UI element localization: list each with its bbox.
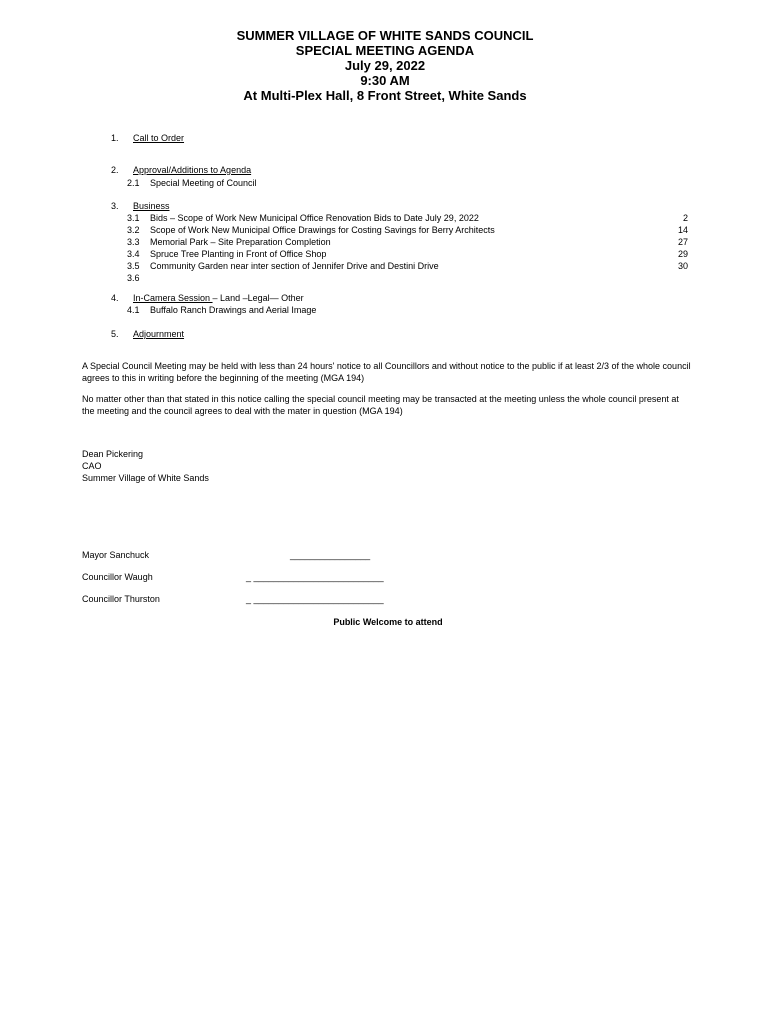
header-date: July 29, 2022: [344, 58, 426, 73]
subitem-number: 3.1: [127, 213, 140, 223]
subitem-number: 3.5: [127, 261, 140, 271]
item-approval: Approval/Additions to Agenda: [133, 165, 252, 175]
subitem-number: 4.1: [127, 305, 140, 315]
item-number: 1.: [111, 133, 119, 143]
signature-name: Mayor Sanchuck: [82, 550, 150, 560]
subitem-number: 3.2: [127, 225, 140, 235]
notice-paragraph-2: No matter other than that stated in this notice calling the special council meeting may be transacted at the meeting unless the whole council present at the meeting and the council agrees to deal with the mater in question (MGA 194): [82, 394, 679, 416]
item-business: Business: [133, 201, 170, 211]
public-welcome: Public Welcome to attend: [333, 617, 443, 627]
subitem-text: Spruce Tree Planting in Front of Office Shop: [150, 249, 327, 259]
header-time: 9:30 AM: [360, 73, 410, 88]
header-council-name: SUMMER VILLAGE OF WHITE SANDS COUNCIL: [236, 28, 534, 43]
item-number: 5.: [111, 329, 119, 339]
item-number: 2.: [111, 165, 119, 175]
signature-name: Councillor Thurston: [82, 594, 160, 604]
signatory-org: Summer Village of White Sands: [82, 473, 209, 483]
subitem-number: 2.1: [127, 178, 140, 188]
signatory-block: [82, 448, 209, 484]
subitem-text: Special Meeting of Council: [150, 178, 257, 188]
subitem-number: 3.6: [127, 273, 140, 283]
item-adjournment: Adjournment: [133, 329, 185, 339]
item-in-camera-suffix: – Land –Legal— Other: [212, 293, 304, 303]
subitem-text: Community Garden near inter section of Jennifer Drive and Destini Drive: [150, 261, 439, 271]
subitem-page: 30: [677, 261, 688, 271]
subitem-text: Memorial Park – Site Preparation Completion: [150, 237, 331, 247]
header-meeting-type: SPECIAL MEETING AGENDA: [295, 43, 475, 58]
agenda-header: [0, 28, 770, 103]
item-in-camera-label: In-Camera Session: [133, 293, 213, 303]
item-number: 4.: [111, 293, 119, 303]
signature-line: ________________: [290, 550, 371, 560]
subitem-page: 29: [677, 249, 688, 259]
signature-line: _ __________________________: [246, 572, 384, 582]
notice-paragraph-1: A Special Council Meeting may be held with less than 24 hours' notice to all Councillors and without notice to the public if at least 2/3 of the whole council agrees to this in writing before the beginning of the meeting (MGA 194): [82, 361, 691, 383]
signatory-title: CAO: [82, 461, 102, 471]
signature-name: Councillor Waugh: [82, 572, 153, 582]
item-in-camera: [133, 292, 304, 304]
subitem-number: 3.4: [127, 249, 140, 259]
subitem-text: Bids – Scope of Work New Municipal Office Renovation Bids to Date July 29, 2022: [150, 213, 479, 223]
item-number: 3.: [111, 201, 119, 211]
signatory-name: Dean Pickering: [82, 449, 144, 459]
signature-line: _ __________________________: [246, 594, 384, 604]
subitem-text: Buffalo Ranch Drawings and Aerial Image: [150, 305, 317, 315]
subitem-page: 27: [677, 237, 688, 247]
subitem-page: 2: [682, 213, 688, 223]
subitem-text: Scope of Work New Municipal Office Drawings for Costing Savings for Berry Architects: [150, 225, 495, 235]
subitem-page: 14: [677, 225, 688, 235]
subitem-number: 3.3: [127, 237, 140, 247]
header-location: At Multi-Plex Hall, 8 Front Street, White Sands: [243, 88, 527, 103]
item-call-to-order: Call to Order: [133, 133, 185, 143]
